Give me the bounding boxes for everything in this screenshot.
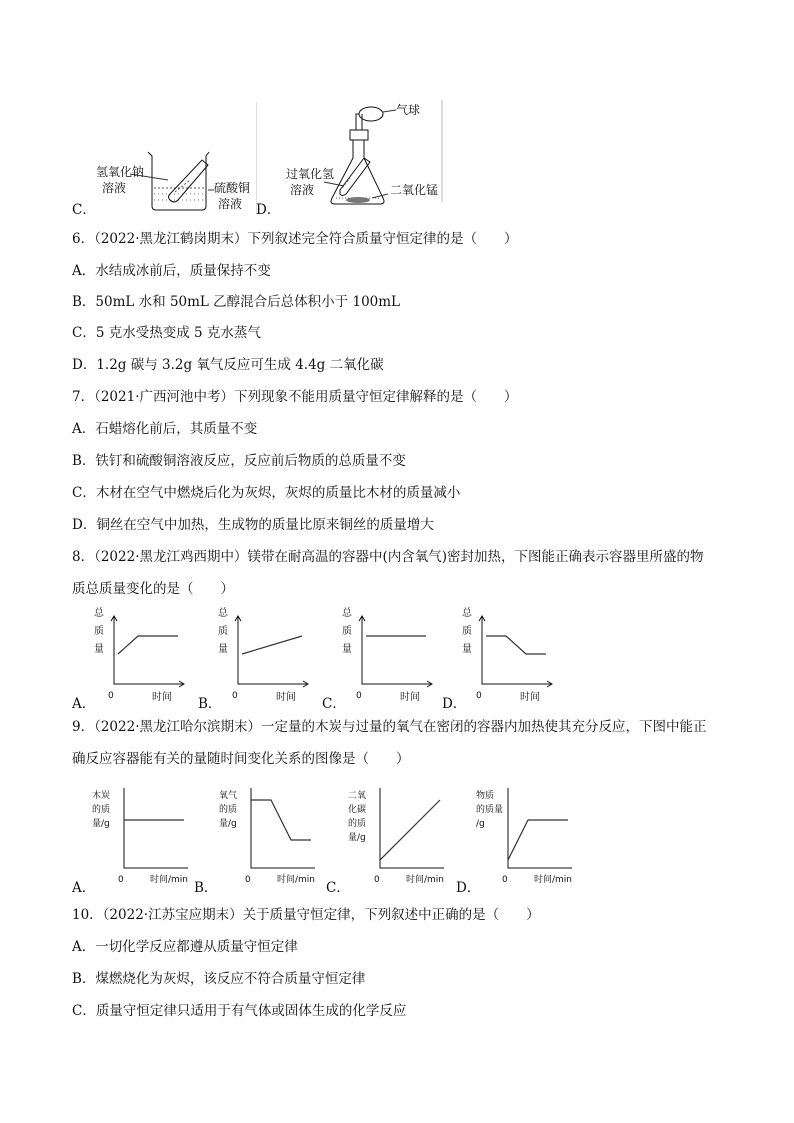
origin-label: 0 [118, 875, 124, 885]
c-fig-label-left2: 溶液 [102, 181, 127, 195]
origin-label: 0 [108, 691, 114, 701]
q9-option-c-label[interactable]: C． [326, 880, 350, 896]
x-axis-label: 时间 [400, 692, 420, 703]
y-axis-label: 的质 [92, 805, 111, 815]
y-axis-label: 氧气 [219, 791, 238, 801]
y-axis-label: 的质 [348, 819, 367, 829]
q6-option-c[interactable]: C．5 克水受热变成 5 克水蒸气 [72, 325, 261, 341]
x-axis-label: 时间/min [150, 875, 189, 885]
q8-option-c-label[interactable]: C． [322, 696, 346, 712]
q8-graph-a [88, 604, 198, 706]
y-axis-label: 化碳 [348, 805, 367, 815]
y-axis-label: 质 [342, 626, 352, 637]
x-axis-label: 时间 [276, 692, 296, 703]
data-line [251, 800, 311, 840]
x-axis-label: 时间/min [534, 875, 573, 885]
axes [482, 616, 552, 684]
q10-option-c[interactable]: C．质量守恒定律只适用于有气体或固体生成的化学反应 [72, 1003, 407, 1019]
q9-graph-a [90, 782, 200, 890]
q5-c-beaker-figure [90, 140, 255, 215]
y-axis-label: 的质量 [476, 805, 504, 815]
x-axis-label: 时间 [520, 692, 540, 703]
q8-stem-line1: 8．（2022·黑龙江鸡西期中）镁带在耐高温的容器中(内含氧气)密封加热，下图能正确表示容器里所盛的物 [72, 549, 704, 565]
q6-option-d[interactable]: D．1.2g 碳与 3.2g 氧气反应可生成 4.4g 二氧化碳 [72, 357, 384, 373]
q9-stem-line2: 确反应容器能有关的量随时间变化关系的图像是（ ） [72, 751, 410, 767]
q6-option-b[interactable]: B．50mL 水和 50mL 乙醇混合后总体积小于 100mL [72, 294, 401, 310]
y-axis-label: 量/g [348, 833, 366, 843]
origin-label: 0 [502, 875, 508, 885]
axes [362, 616, 432, 684]
data-line [380, 800, 440, 860]
q8-option-a-label[interactable]: A． [72, 696, 96, 712]
c-fig-label-right: 硫酸铜 [214, 181, 251, 195]
q8-option-b-label[interactable]: B． [198, 696, 222, 712]
x-axis-label: 时间/min [277, 875, 316, 885]
q6-stem: 6．（2022·黑龙江鹤岗期末）下列叙述完全符合质量守恒定律的是（ ） [72, 231, 518, 247]
origin-label: 0 [356, 691, 362, 701]
data-line [118, 636, 178, 654]
q10-stem: 10．（2022·江苏宝应期末）关于质量守恒定律，下列叙述中正确的是（ ） [72, 907, 540, 923]
y-axis-label: 量/g [92, 819, 110, 829]
q7-option-a[interactable]: A．石蜡熔化前后，其质量不变 [72, 421, 258, 437]
q9-option-d-label[interactable]: D． [456, 880, 481, 896]
q7-stem: 7．（2021·广西河池中考）下列现象不能用质量守恒定律解释的是（ ） [72, 389, 518, 405]
q8-graph-c [336, 604, 446, 706]
y-axis-label: 总 [218, 608, 228, 619]
origin-label: 0 [245, 875, 251, 885]
y-axis-label: 物质 [476, 791, 495, 801]
q9-graph-d [474, 782, 584, 890]
q9-option-b-label[interactable]: B． [194, 880, 218, 896]
y-axis-label: 量 [218, 644, 228, 655]
axes [238, 616, 308, 684]
x-axis-label: 时间/min [406, 875, 445, 885]
q10-option-a[interactable]: A．一切化学反应都遵从质量守恒定律 [72, 939, 298, 955]
data-line [242, 636, 302, 654]
axes [124, 788, 188, 868]
q9-graph-c [346, 782, 456, 890]
option-label: D． [256, 202, 281, 218]
y-axis-label: 质 [462, 626, 472, 637]
y-axis-label: 总 [462, 608, 472, 619]
y-axis-label: 质 [94, 626, 104, 637]
q6-option-a[interactable]: A．水结成冰前后，质量保持不变 [72, 263, 271, 279]
y-axis-label: 总 [94, 608, 104, 619]
y-axis-label: 量 [94, 644, 104, 655]
q8-stem-line2: 质总质量变化的是（ ） [72, 581, 234, 597]
q7-option-b[interactable]: B．铁钉和硫酸铜溶液反应，反应前后物质的总质量不变 [72, 453, 406, 469]
q10-option-b[interactable]: B．煤燃烧化为灰烬，该反应不符合质量守恒定律 [72, 971, 366, 987]
y-axis-label: 的质 [219, 805, 238, 815]
origin-label: 0 [476, 691, 482, 701]
axes [508, 788, 572, 868]
origin-label: 0 [232, 691, 238, 701]
y-axis-label: 二氧 [348, 791, 367, 801]
q7-option-d[interactable]: D．铜丝在空气中加热，生成物的质量比原来铜丝的质量增大 [72, 517, 434, 533]
q8-option-d-label[interactable]: D． [442, 696, 467, 712]
q8-graph-b [212, 604, 322, 706]
c-fig-label-left: 氢氧化钠 [96, 165, 145, 179]
c-fig-label-right2: 溶液 [218, 197, 243, 211]
d-fig-label-top: 气球 [396, 103, 421, 117]
q9-option-a-label[interactable]: A． [72, 880, 96, 896]
x-axis-label: 时间 [152, 692, 172, 703]
q5-d-flask-figure [256, 98, 446, 216]
axes [114, 616, 184, 684]
origin-label: 0 [374, 875, 380, 885]
y-axis-label: 木炭 [92, 791, 111, 801]
d-fig-label-right: 二氧化锰 [390, 183, 439, 197]
y-axis-label: 量 [342, 644, 352, 655]
y-axis-label: 质 [218, 626, 228, 637]
y-axis-label: /g [476, 819, 485, 829]
q7-option-c[interactable]: C．木材在空气中燃烧后化为灰烬，灰烬的质量比木材的质量减小 [72, 485, 461, 501]
y-axis-label: 量/g [219, 819, 237, 829]
d-fig-label-left: 过氧化氢 [286, 167, 335, 181]
q9-graph-b [216, 782, 328, 890]
y-axis-label: 量 [462, 644, 472, 655]
y-axis-label: 总 [342, 608, 352, 619]
data-line [508, 820, 568, 860]
q8-graph-d [456, 604, 566, 706]
option-label: C． [72, 202, 96, 218]
d-fig-label-left2: 溶液 [290, 183, 315, 197]
q9-stem-line1: 9．（2022·黑龙江哈尔滨期末）一定量的木炭与过量的氧气在密闭的容器内加热使其充分反应，下图中能正 [72, 719, 707, 735]
data-line [486, 636, 546, 654]
